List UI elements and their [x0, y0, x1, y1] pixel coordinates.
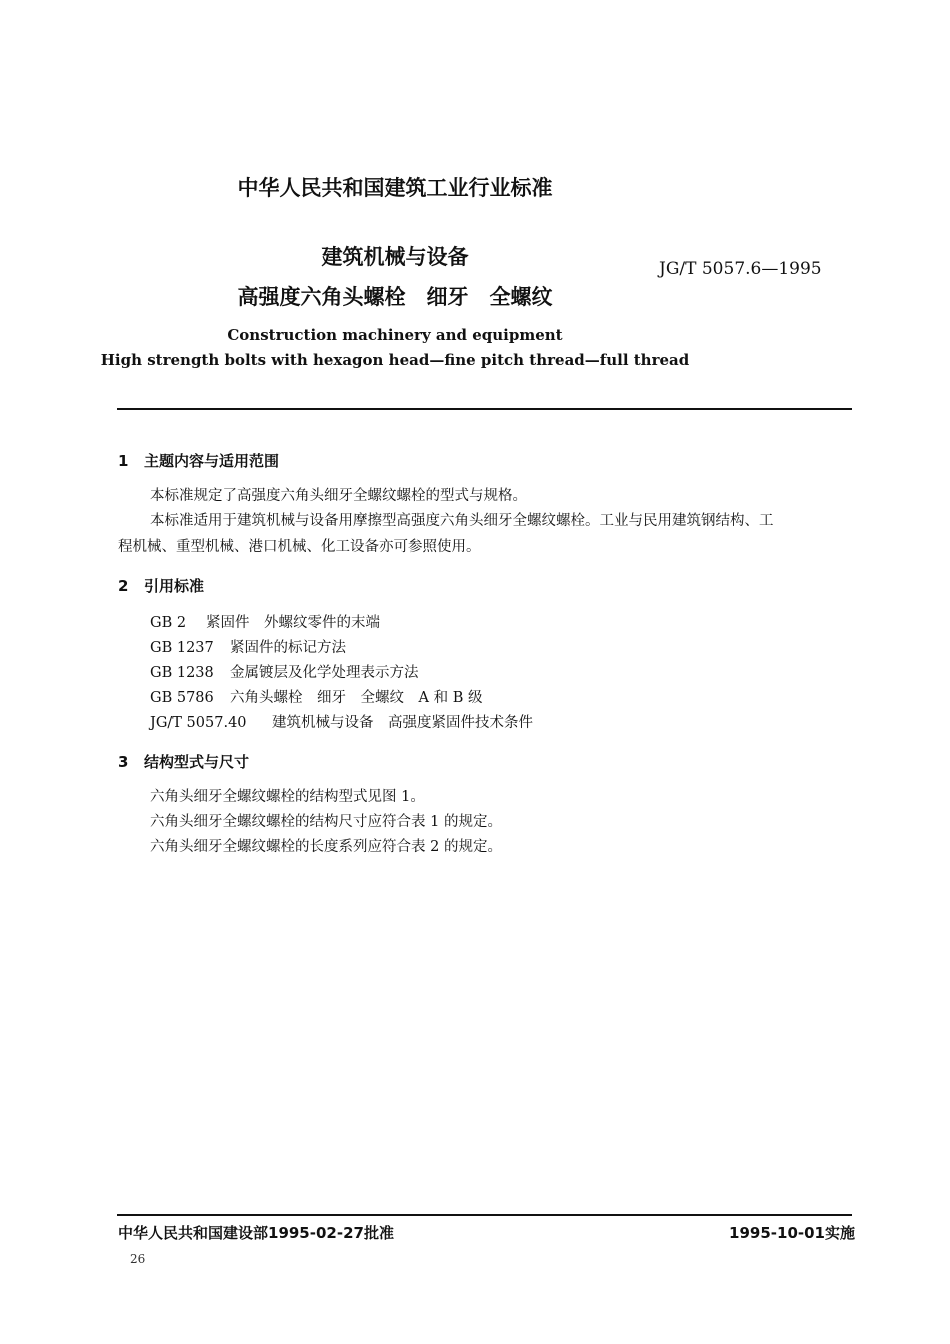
effective-date: 1995-10-01实施: [729, 1224, 855, 1242]
section-title: 引用标准: [144, 577, 205, 595]
approval-statement: 中华人民共和国建设部1995-02-27批准: [118, 1224, 394, 1242]
section-2-heading: [118, 575, 204, 596]
top-divider: [117, 408, 852, 410]
english-title-line-1: Construction machinery and equipment: [227, 326, 563, 344]
reference-code: GB 1238: [150, 665, 214, 681]
section-1-paragraph: 程机械、重型机械、港口机械、化工设备亦可参照使用。: [118, 539, 481, 555]
reference-item: [150, 661, 419, 682]
section-1-heading: [118, 450, 279, 471]
section-1-paragraph: 本标准适用于建筑机械与设备用摩擦型高强度六角头细牙全螺纹螺栓。工业与民用建筑钢结构、工: [150, 513, 774, 529]
reference-code: GB 5786: [150, 690, 214, 706]
reference-title: 金属镀层及化学处理表示方法: [230, 665, 419, 681]
english-title-line-2: High strength bolts with hexagon head—fine pitch thread—full thread: [100, 351, 690, 369]
section-title: 主题内容与适用范围: [144, 452, 280, 470]
section-1-paragraph: 本标准规定了高强度六角头细牙全螺纹螺栓的型式与规格。: [150, 488, 527, 504]
document-title-line-2: 高强度六角头螺栓 细牙 全螺纹: [237, 285, 553, 309]
bottom-divider: [117, 1214, 852, 1216]
reference-title: 六角头螺栓 细牙 全螺纹 A 和 B 级: [230, 690, 483, 706]
section-3-paragraph: 六角头细牙全螺纹螺栓的结构型式见图 1。: [150, 789, 425, 805]
reference-code: GB 2: [150, 615, 187, 631]
section-title: 结构型式与尺寸: [144, 753, 250, 771]
reference-code: JG/T 5057.40: [150, 715, 247, 731]
reference-title: 建筑机械与设备 高强度紧固件技术条件: [272, 715, 533, 731]
section-3-heading: [118, 751, 249, 772]
document-title-line-1: 建筑机械与设备: [321, 245, 469, 269]
section-3-paragraph: 六角头细牙全螺纹螺栓的长度系列应符合表 2 的规定。: [150, 839, 502, 855]
reference-item: [150, 711, 533, 732]
reference-item: [150, 686, 482, 707]
section-3-paragraph: 六角头细牙全螺纹螺栓的结构尺寸应符合表 1 的规定。: [150, 814, 502, 830]
reference-title: 紧固件 外螺纹零件的末端: [206, 615, 380, 631]
page-number: 26: [130, 1252, 146, 1266]
section-number: 1: [118, 452, 129, 470]
reference-item: [150, 636, 346, 657]
reference-item: [150, 611, 380, 632]
standard-category-title: 中华人民共和国建筑工业行业标准: [237, 176, 553, 200]
section-number: 2: [118, 577, 129, 595]
section-number: 3: [118, 753, 129, 771]
reference-code: GB 1237: [150, 640, 214, 656]
document-code: JG/T 5057.6—1995: [659, 259, 822, 279]
reference-title: 紧固件的标记方法: [230, 640, 346, 656]
